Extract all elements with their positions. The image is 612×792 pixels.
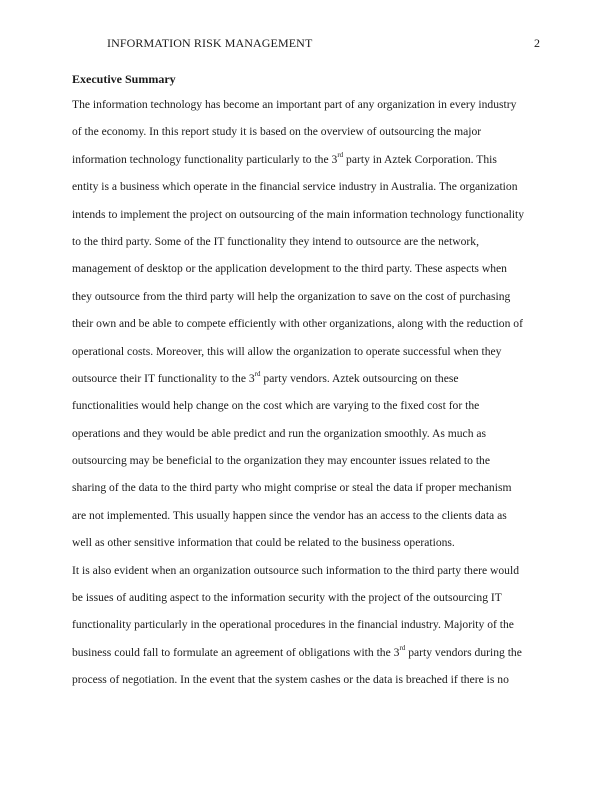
document-body <box>72 70 542 694</box>
text-run: party in Aztek Corporation. This <box>343 152 497 166</box>
text-run: party vendors. Aztek outsourcing on these <box>260 371 459 385</box>
paragraph-line <box>72 146 542 173</box>
paragraph-line: well as other sensitive information that could be related to the business operations. <box>72 536 455 550</box>
paragraph-line: The information technology has become an important part of any organization in every industry <box>72 98 517 111</box>
ordinal-superscript: rd <box>254 370 261 379</box>
text-run: party vendors during the <box>405 645 522 659</box>
ordinal-superscript: rd <box>337 150 344 159</box>
paragraph-line <box>72 365 542 392</box>
paragraph-line: are not implemented. This usually happen since the vendor has an access to the clients data as <box>72 508 507 522</box>
paragraph-line: be issues of auditing aspect to the information security with the project of the outsourcing IT <box>72 591 502 605</box>
text-run: business could fall to formulate an agreement of obligations with the 3 <box>72 645 400 659</box>
paragraph-line: operational costs. Moreover, this will allow the organization to operate successful when they <box>72 344 502 358</box>
paragraph-line: intends to implement the project on outsourcing of the main information technology functionality <box>72 207 525 221</box>
text-run: outsource their IT functionality to the 3 <box>72 371 255 385</box>
paragraph-line: they outsource from the third party will help the organization to save on the cost of purchasing <box>72 289 511 303</box>
section-heading: Executive Summary <box>72 72 176 86</box>
paragraph <box>72 557 542 694</box>
page-number: 2 <box>534 36 540 50</box>
ordinal-superscript: rd <box>399 643 406 652</box>
paragraph-line: of the economy. In this report study it is based on the overview of outsourcing the major <box>72 125 482 139</box>
paragraph-line: functionalities would help change on the cost which are varying to the fixed cost for the <box>72 399 480 413</box>
paragraph-line: functionality particularly in the operational procedures in the financial industry. Majority of the <box>72 618 514 632</box>
running-head: INFORMATION RISK MANAGEMENT <box>107 36 313 50</box>
paragraph-line <box>72 639 542 666</box>
paragraph-line: operations and they would be able predict and run the organization smoothly. As much as <box>72 426 487 440</box>
paragraph-line: sharing of the data to the third party who might comprise or steal the data if proper mechanism <box>72 481 512 495</box>
paragraphs-container <box>72 91 542 694</box>
paragraph-line: entity is a business which operate in the financial service industry in Australia. The organization <box>72 180 518 194</box>
paragraph-line: process of negotiation. In the event that the system cashes or the data is breached if there is no <box>72 673 509 687</box>
paragraph-line: It is also evident when an organization outsource such information to the third party there would <box>72 563 519 577</box>
paragraph <box>72 91 542 557</box>
text-run: information technology functionality particularly to the 3 <box>72 152 338 166</box>
paragraph-line: to the third party. Some of the IT functionality they intend to outsource are the network, <box>72 234 479 248</box>
paragraph-line: outsourcing may be beneficial to the organization they may encounter issues related to the <box>72 454 490 468</box>
paragraph-line: management of desktop or the application development to the third party. These aspects when <box>72 262 507 276</box>
paragraph-line: their own and be able to compete efficiently with other organizations, along with the reduction of <box>72 317 523 331</box>
